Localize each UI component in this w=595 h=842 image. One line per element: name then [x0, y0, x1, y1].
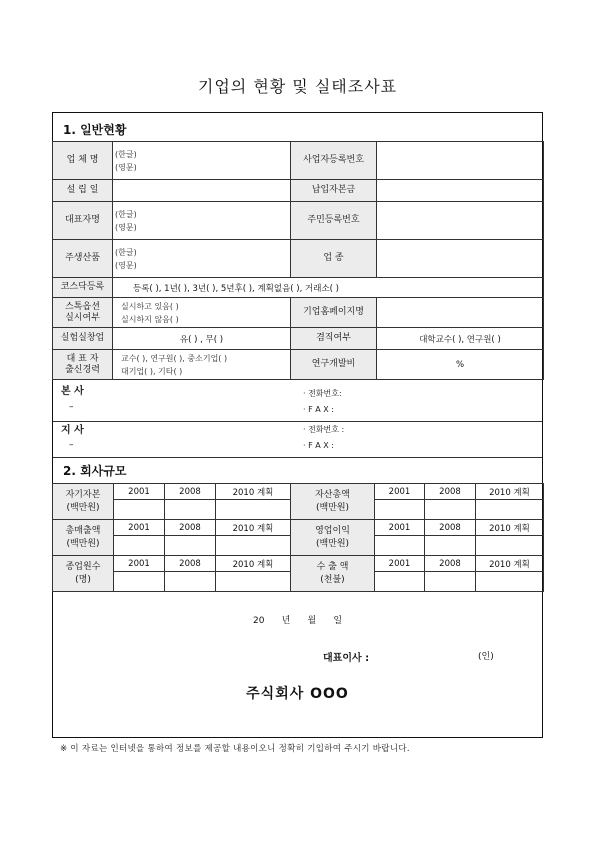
page-title: 기업의 현황 및 실태조사표: [197, 77, 398, 96]
sales-2008-field[interactable]: [165, 536, 216, 556]
divider: [53, 421, 542, 422]
exports-label: 수 출 액 (천불): [291, 556, 375, 592]
employees-2001-field[interactable]: [114, 572, 165, 592]
year-header: 2001: [114, 556, 165, 572]
assets-2008-field[interactable]: [425, 500, 476, 520]
year-header: 2008: [165, 520, 216, 536]
exports-2010-field[interactable]: [476, 572, 544, 592]
year-header: 2008: [425, 556, 476, 572]
paid-capital-label: 납입자본금: [291, 180, 377, 202]
main-product-label: 주생산품: [53, 240, 113, 278]
year-header: 2008: [425, 484, 476, 500]
year-header: 2010 계획: [216, 556, 291, 572]
equity-2008-field[interactable]: [165, 500, 216, 520]
stock-option-field[interactable]: [113, 298, 291, 328]
homepage-field[interactable]: [377, 298, 544, 328]
side-job-label: 겸직여부: [291, 328, 377, 350]
kosdaq-options[interactable]: 등록( ), 1년( ), 3년( ), 5년후( ), 계획없음( ), 거래소( ): [113, 278, 544, 298]
year-header: 2008: [165, 556, 216, 572]
year-header: 2001: [375, 484, 425, 500]
divider: [53, 457, 542, 458]
main-product-field[interactable]: [113, 240, 291, 278]
branch-address-dash: –: [69, 440, 74, 450]
total-assets-label: 자산총액 (백만원): [291, 484, 375, 520]
sales-2001-field[interactable]: [114, 536, 165, 556]
hq-fax-label: · F A X :: [303, 405, 334, 414]
year-header: 2001: [375, 556, 425, 572]
profit-2001-field[interactable]: [375, 536, 425, 556]
year-header: 2008: [165, 484, 216, 500]
year-header: 2008: [425, 520, 476, 536]
homepage-label: 기업홈페이지명: [291, 298, 377, 328]
lang-en-label: (영문): [115, 260, 137, 270]
hq-phone-label: · 전화번호:: [303, 389, 342, 398]
kosdaq-label: 코스닥등록: [53, 278, 113, 298]
company-name-label: 업 체 명: [53, 142, 113, 180]
sales-2010-field[interactable]: [216, 536, 291, 556]
op-profit-label: 영업이익 (백만원): [291, 520, 375, 556]
ceo-sign-label: 대표이사 :: [323, 653, 370, 664]
employees-label: 종업원수 (명): [53, 556, 114, 592]
ceo-career-line: 교수( ), 연구원( ), 중소기업( ): [121, 353, 228, 363]
industry-label: 업 종: [291, 240, 377, 278]
year-header: 2001: [114, 484, 165, 500]
ceo-field[interactable]: [113, 202, 291, 240]
resident-no-field[interactable]: [377, 202, 544, 240]
company-signature: 주식회사 OOO: [246, 686, 349, 702]
employees-2010-field[interactable]: [216, 572, 291, 592]
year-header: 2010 계획: [476, 556, 544, 572]
equity-label: 자기자본 (백만원): [53, 484, 114, 520]
section-general-heading: 1. 일반현황: [63, 123, 127, 137]
year-header: 2001: [114, 520, 165, 536]
lang-en-label: (영문): [115, 222, 137, 232]
hq-label: 본 사: [61, 386, 84, 397]
stock-option-label: 스톡옵션 실시여부: [53, 298, 113, 328]
lang-ko-label: (한글): [115, 149, 137, 159]
biz-reg-no-field[interactable]: [377, 142, 544, 180]
industry-field[interactable]: [377, 240, 544, 278]
ceo-career-options[interactable]: [113, 350, 291, 380]
paid-capital-field[interactable]: [377, 180, 544, 202]
lab-startup-options[interactable]: 유( ) , 무( ): [113, 328, 291, 350]
biz-reg-no-label: 사업자등록번호: [291, 142, 377, 180]
equity-2010-field[interactable]: [216, 500, 291, 520]
assets-2010-field[interactable]: [476, 500, 544, 520]
stock-option-yes[interactable]: 실시하고 있음( ): [121, 301, 179, 311]
year-header: 2010 계획: [476, 484, 544, 500]
lang-ko-label: (한글): [115, 209, 137, 219]
year-header: 2010 계획: [476, 520, 544, 536]
exports-2008-field[interactable]: [425, 572, 476, 592]
seal-placeholder: (인): [478, 652, 494, 662]
exports-2001-field[interactable]: [375, 572, 425, 592]
lang-ko-label: (한글): [115, 247, 137, 257]
established-label: 설 립 일: [53, 180, 113, 202]
branch-fax-label: · F A X :: [303, 441, 334, 450]
year-header: 2010 계획: [216, 520, 291, 536]
equity-2001-field[interactable]: [114, 500, 165, 520]
survey-form: [52, 112, 543, 738]
hq-address-dash: –: [69, 402, 74, 412]
lang-en-label: (영문): [115, 162, 137, 172]
rnd-ratio-label: 연구개발비: [291, 350, 377, 380]
year-header: 2001: [375, 520, 425, 536]
sales-label: 총매출액 (백만원): [53, 520, 114, 556]
date-line[interactable]: 20 년 월 일: [252, 616, 343, 626]
general-info-table: [52, 141, 544, 380]
footnote: ※ 이 자료는 인터넷을 통하여 정보를 제공할 내용이오니 정확히 기입하여 주시기 바랍니다.: [60, 744, 410, 754]
profit-2010-field[interactable]: [476, 536, 544, 556]
established-field[interactable]: [113, 180, 291, 202]
ceo-career-label: 대 표 자 출신경력: [53, 350, 113, 380]
ceo-label: 대표자명: [53, 202, 113, 240]
ceo-career-line: 대기업( ), 기타( ): [121, 366, 183, 376]
employees-2008-field[interactable]: [165, 572, 216, 592]
lab-startup-label: 실험실창업: [53, 328, 113, 350]
year-header: 2010 계획: [216, 484, 291, 500]
branch-label: 지 사: [61, 425, 84, 436]
profit-2008-field[interactable]: [425, 536, 476, 556]
company-name-field[interactable]: [113, 142, 291, 180]
company-scale-table: [52, 483, 544, 592]
stock-option-no[interactable]: 실시하지 않음( ): [121, 314, 179, 324]
resident-no-label: 주민등록번호: [291, 202, 377, 240]
branch-phone-label: · 전화번호 :: [303, 425, 345, 434]
section-scale-heading: 2. 회사규모: [63, 464, 127, 478]
rnd-ratio-field[interactable]: %: [377, 350, 544, 380]
assets-2001-field[interactable]: [375, 500, 425, 520]
side-job-options[interactable]: 대학교수( ), 연구원( ): [377, 328, 544, 350]
